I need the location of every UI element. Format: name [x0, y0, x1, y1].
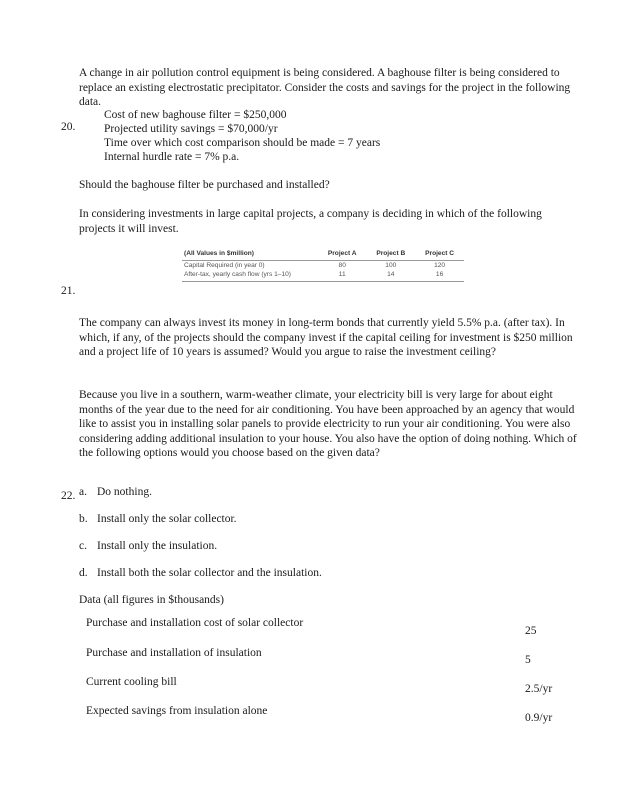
q20-data-line: Projected utility savings = $70,000/yr: [104, 123, 278, 135]
q22-data-heading: Data (all figures in $thousands): [79, 594, 224, 606]
table-row: [182, 261, 464, 271]
q20-intro: A change in air pollution control equipment is being considered. A baghouse filter is being considered to replace an existing electrostatic precipitator. Consider the costs and savings for the project in the following data.: [79, 67, 571, 108]
data-row-label: Current cooling bill: [86, 676, 177, 688]
table-header-cell: (All Values in $million): [182, 248, 318, 261]
q21-question: The company can always invest its money in long-term bonds that currently yield 5.5% p.a. (after tax). In which, if any, of the projects should the company invest if the capital ceiling for investment is $250 million and a project life of 10 years is assumed? Would you argue to raise the investment ceiling?: [79, 317, 573, 358]
table-cell: 11: [318, 270, 366, 282]
table-cell: 80: [338, 262, 346, 269]
table-cell: 16: [415, 270, 464, 282]
q20-data-line: Internal hurdle rate = 7% p.a.: [104, 151, 240, 163]
table-cell: 120: [434, 262, 446, 269]
q20-data-line: Time over which cost comparison should be made = 7 years: [104, 137, 381, 149]
table-header-cell: Project A: [318, 248, 366, 261]
data-row-label: Expected savings from insulation alone: [86, 705, 268, 717]
table-cell: 100: [385, 262, 397, 269]
table-cell: Capital Required (in year 0): [184, 262, 265, 269]
data-row-value: 0.9/yr: [525, 712, 553, 724]
data-row-value: 5: [525, 654, 531, 666]
option-text: Install both the solar collector and the insulation.: [97, 567, 322, 579]
capital-projects-table: [182, 248, 464, 282]
q21-intro: In considering investments in large capital projects, a company is deciding in which of the following projects it will invest.: [79, 208, 542, 235]
q22-intro: Because you live in a southern, warm-weather climate, your electricity bill is very large for about eight months of the year due to the need for air conditioning. You have been approached by an agency that would like to assist you in installing solar panels to provide electricity to run your air conditioning. You were also considering adding additional insulation to your house. You also have the option of doing nothing. Which of the following options would you choose based on the given data?: [79, 389, 577, 459]
data-row-value: 25: [525, 625, 537, 637]
option-letter: d.: [79, 567, 88, 579]
data-row-label: Purchase and installation cost of solar collector: [86, 617, 304, 629]
q22-option-a: [79, 486, 152, 498]
q22-option-c: [79, 540, 217, 552]
option-letter: c.: [79, 540, 87, 552]
q20-data-line: Cost of new baghouse filter = $250,000: [104, 109, 287, 121]
option-letter: b.: [79, 513, 88, 525]
q21-number: 21.: [61, 285, 76, 297]
q20-number: 20.: [61, 121, 76, 133]
option-text: Do nothing.: [97, 486, 152, 498]
table-cell: After-tax, yearly cash flow (yrs 1–10): [182, 270, 318, 282]
table-cell: 14: [366, 270, 415, 282]
option-text: Install only the insulation.: [97, 540, 218, 552]
table-header-cell: Project C: [415, 248, 464, 261]
table-header-cell: Project B: [366, 248, 415, 261]
q22-number: 22.: [61, 490, 76, 502]
data-row-label: Purchase and installation of insulation: [86, 647, 262, 659]
q22-option-b: [79, 513, 237, 525]
table-row: [182, 270, 464, 282]
option-letter: a.: [79, 486, 87, 498]
q22-option-d: [79, 567, 322, 579]
option-text: Install only the solar collector.: [97, 513, 237, 525]
data-row-value: 2.5/yr: [525, 683, 553, 695]
table-header-row: [182, 248, 464, 261]
q20-question: Should the baghouse filter be purchased and installed?: [79, 179, 330, 191]
